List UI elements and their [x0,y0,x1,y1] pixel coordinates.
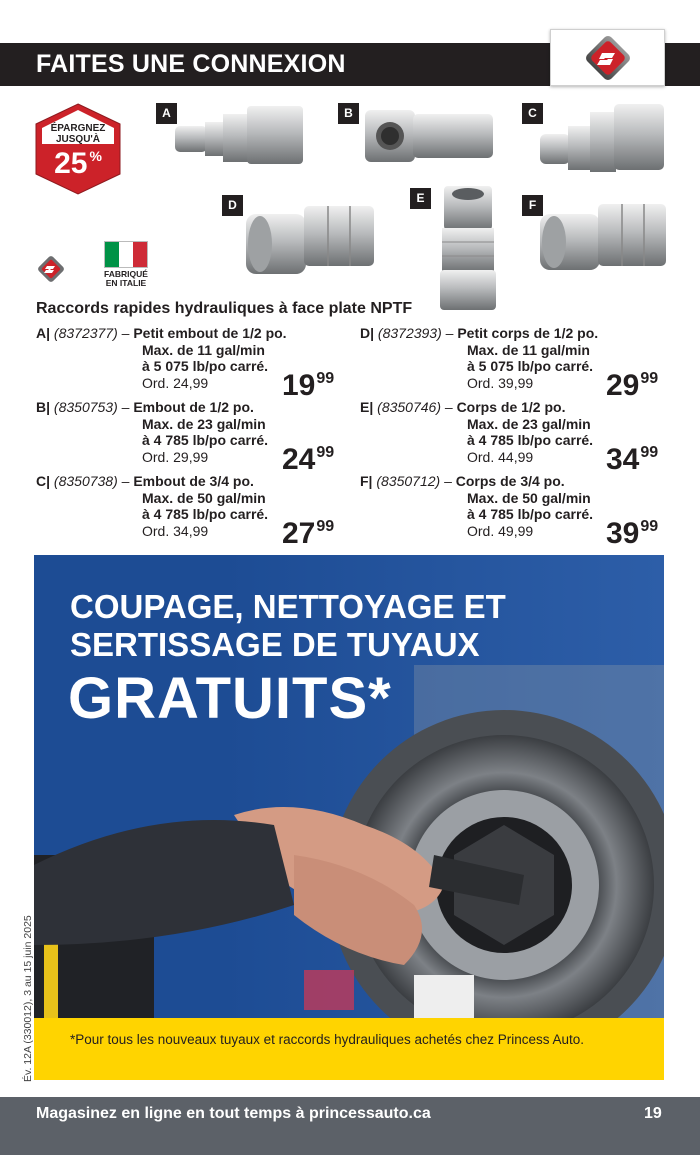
italy-flag-icon [104,241,148,268]
item-code: C| [36,473,51,489]
price-cents: 99 [640,518,659,535]
item-regular-price: Ord. 29,99 [142,448,209,465]
item-desc: Corps de 1/2 po. [456,399,566,415]
origin-line2: EN ITALIE [105,278,147,288]
section-title: Raccords rapides hydrauliques à face plate NPTF [36,300,413,317]
price-main: 27 [282,517,316,550]
item-flow: Max. de 50 gal/min [142,489,266,506]
promo-line1: COUPAGE, NETTOYAGE ET [70,588,506,625]
item-price-c [282,512,334,549]
item-price-b [282,438,334,475]
item-pressure: à 5 075 lb/po carré. [467,358,594,374]
item-dash: – [445,325,454,341]
item-dash: – [121,325,130,341]
item-sku: (8350712) [376,473,441,489]
item-dash: – [444,473,452,489]
letter-tag-f: F [522,195,543,216]
letter-tag-a: A [156,103,177,124]
item-desc: Petit embout de 1/2 po. [133,325,287,341]
brand-small-logo-icon [36,253,66,285]
item-flow: Max. de 11 gal/min [142,341,265,358]
item-sku: (8350746) [377,399,441,415]
coupler-d-image [246,200,376,278]
price-cents: 99 [316,444,335,461]
letter-tag-e: E [410,188,431,209]
price-cents: 99 [640,444,659,461]
item-dash: – [121,473,130,489]
coupler-a-image [175,100,305,170]
item-regular-price: Ord. 39,99 [467,374,534,391]
item-sku: (8372377) [53,325,118,341]
item-regular-price: Ord. 24,99 [142,374,209,391]
price-main: 34 [606,443,640,476]
price-main: 29 [606,369,640,402]
promo-headline [70,588,506,664]
item-desc: Embout de 1/2 po. [133,399,254,415]
footer-link-text[interactable]: Magasinez en ligne en tout temps à princessauto.ca [36,1105,431,1122]
coupler-b-image [365,100,495,170]
page-number: 19 [644,1105,662,1122]
letter-tag-d: D [222,195,243,216]
badge-line1: ÉPARGNEZ [50,123,106,134]
origin-line1: FABRIQUÉ [104,269,148,279]
page-title: FAITES UNE CONNEXION [36,50,346,78]
item-flow: Max. de 50 gal/min [467,489,591,506]
item-flow: Max. de 23 gal/min [142,415,266,432]
item-price-f [606,512,658,549]
badge-percent [34,147,122,181]
badge-text [34,123,122,145]
coupler-c-image [540,100,665,180]
item-code: E| [360,399,374,415]
item-desc: Petit corps de 1/2 po. [457,325,599,341]
price-main: 39 [606,517,640,550]
item-sku: (8350753) [53,399,118,415]
badge-percent-sign: % [89,148,102,164]
price-cents: 99 [316,518,335,535]
letter-tag-b: B [338,103,359,124]
item-sku: (8350738) [53,473,118,489]
brand-logo [550,29,665,86]
coupler-f-image [540,200,668,278]
princess-auto-logo-icon [582,34,634,82]
item-pressure: à 4 785 lb/po carré. [467,432,594,448]
item-price-a [282,364,334,401]
made-in-italy-label [98,270,154,288]
promo-note-bar [34,1018,664,1080]
price-main: 19 [282,369,316,402]
item-flow: Max. de 23 gal/min [467,415,591,432]
item-regular-price: Ord. 44,99 [467,448,534,465]
item-code: F| [360,473,373,489]
item-price-d [606,364,658,401]
promo-banner [34,555,664,1080]
promo-line2: SERTISSAGE DE TUYAUX [70,626,480,663]
item-code: A| [36,325,51,341]
item-flow: Max. de 11 gal/min [467,341,590,358]
item-dash: – [444,399,453,415]
edition-side-text: Év. 12A (330012), 3 au 15 juin 2025 [22,915,34,1082]
item-code: D| [360,325,375,341]
item-dash: – [121,399,130,415]
item-desc: Embout de 3/4 po. [133,473,254,489]
badge-line2: JUSQU'À [55,134,101,145]
price-main: 24 [282,443,316,476]
item-regular-price: Ord. 34,99 [142,522,209,539]
item-regular-price: Ord. 49,99 [467,522,534,539]
promo-note: *Pour tous les nouveaux tuyaux et raccords hydrauliques achetés chez Princess Auto. [70,1032,585,1047]
coupler-e-image [438,186,498,312]
item-pressure: à 4 785 lb/po carré. [142,506,269,522]
item-pressure: à 4 785 lb/po carré. [467,506,594,522]
badge-percent-value: 25 [54,147,88,180]
item-desc: Corps de 3/4 po. [455,473,565,489]
item-sku: (8372393) [377,325,442,341]
letter-tag-c: C [522,103,543,124]
promo-free-label: GRATUITS* [68,666,392,731]
price-cents: 99 [316,370,335,387]
item-code: B| [36,399,51,415]
item-price-e [606,438,658,475]
item-pressure: à 5 075 lb/po carré. [142,358,269,374]
price-cents: 99 [640,370,659,387]
item-pressure: à 4 785 lb/po carré. [142,432,269,448]
